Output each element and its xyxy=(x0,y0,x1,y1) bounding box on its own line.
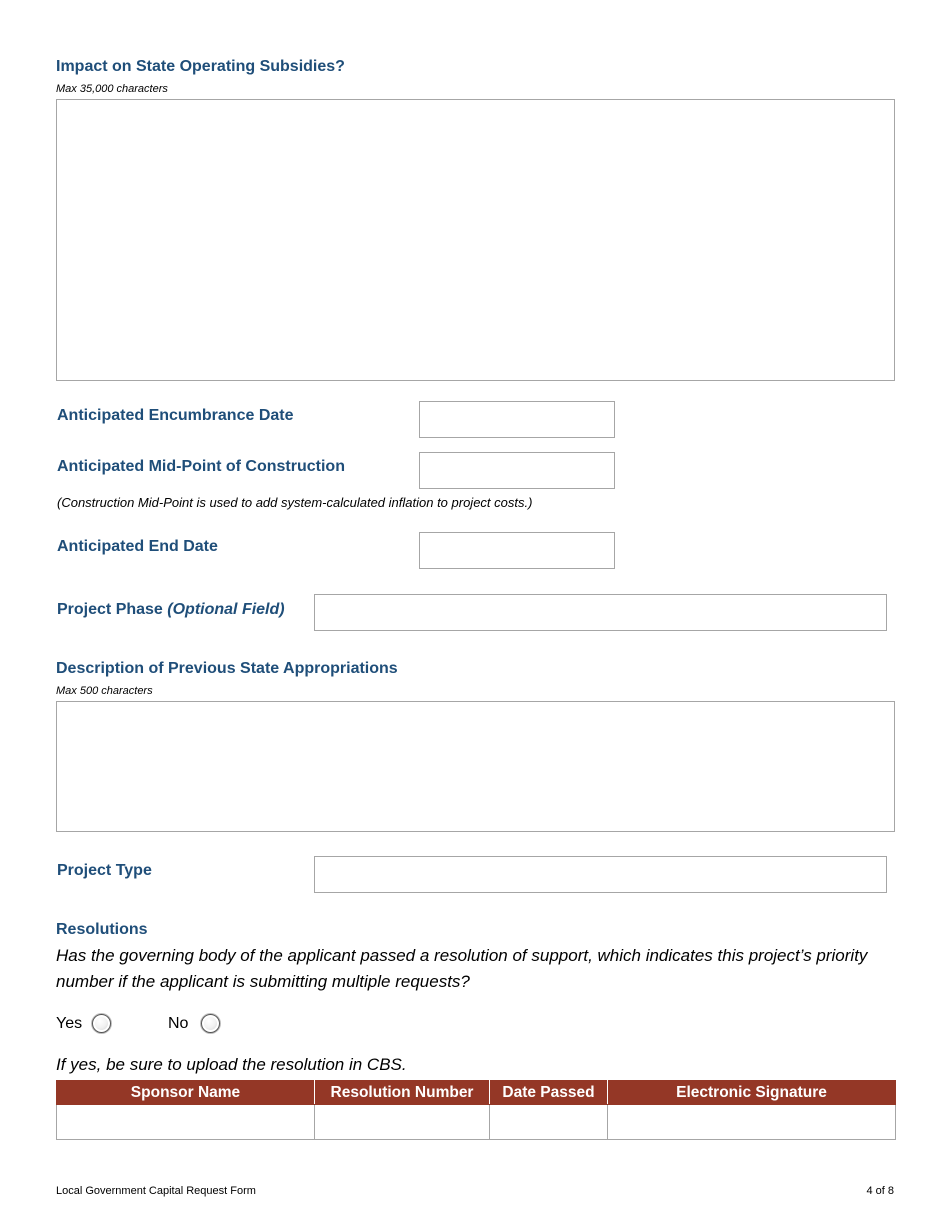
midpoint-note: (Construction Mid-Point is used to add system-calculated inflation to project costs.) xyxy=(57,495,533,510)
impact-hint: Max 35,000 characters xyxy=(56,83,168,95)
impact-textarea[interactable] xyxy=(56,99,895,381)
footer-form-name: Local Government Capital Request Form xyxy=(56,1185,256,1197)
project-phase-input[interactable] xyxy=(314,594,887,631)
yes-radio[interactable] xyxy=(92,1014,111,1033)
date-passed-cell[interactable] xyxy=(490,1105,608,1140)
resolutions-question: Has the governing body of the applicant passed a resolution of support, which indicates this project’s priority number if the applicant is submitting multiple requests? xyxy=(56,946,868,991)
column-header-resolution-number: Resolution Number xyxy=(315,1081,490,1105)
electronic-signature-cell[interactable] xyxy=(608,1105,896,1140)
column-header-electronic-signature: Electronic Signature xyxy=(608,1081,896,1105)
resolution-number-cell[interactable] xyxy=(315,1105,490,1140)
yes-label: Yes xyxy=(56,1015,83,1032)
previous-appropriations-textarea[interactable] xyxy=(56,701,895,832)
sponsor-name-cell[interactable] xyxy=(57,1105,315,1140)
resolutions-heading: Resolutions xyxy=(56,921,148,938)
optional-field-note: (Optional Field) xyxy=(167,601,285,618)
midpoint-label: Anticipated Mid-Point of Construction xyxy=(57,458,345,475)
project-phase-label-text: Project Phase xyxy=(57,601,163,618)
project-type-label: Project Type xyxy=(57,862,152,879)
resolutions-table xyxy=(56,1080,896,1140)
previous-appropriations-heading: Description of Previous State Appropriations xyxy=(56,660,398,677)
encumbrance-date-label: Anticipated Encumbrance Date xyxy=(57,407,294,424)
project-type-input[interactable] xyxy=(314,856,887,893)
resolutions-table-header xyxy=(57,1081,896,1105)
impact-heading: Impact on State Operating Subsidies? xyxy=(56,58,345,75)
midpoint-date-input[interactable] xyxy=(419,452,615,489)
footer-page-number: 4 of 8 xyxy=(866,1185,894,1197)
end-date-input[interactable] xyxy=(419,532,615,569)
no-radio[interactable] xyxy=(201,1014,220,1033)
project-phase-label xyxy=(57,601,285,619)
no-label: No xyxy=(168,1015,189,1032)
encumbrance-date-input[interactable] xyxy=(419,401,615,438)
end-date-label: Anticipated End Date xyxy=(57,538,218,555)
column-header-sponsor-name: Sponsor Name xyxy=(57,1081,315,1105)
upload-note: If yes, be sure to upload the resolution in CBS. xyxy=(56,1055,407,1074)
column-header-date-passed: Date Passed xyxy=(490,1081,608,1105)
table-row xyxy=(57,1105,896,1140)
previous-appropriations-hint: Max 500 characters xyxy=(56,685,153,697)
